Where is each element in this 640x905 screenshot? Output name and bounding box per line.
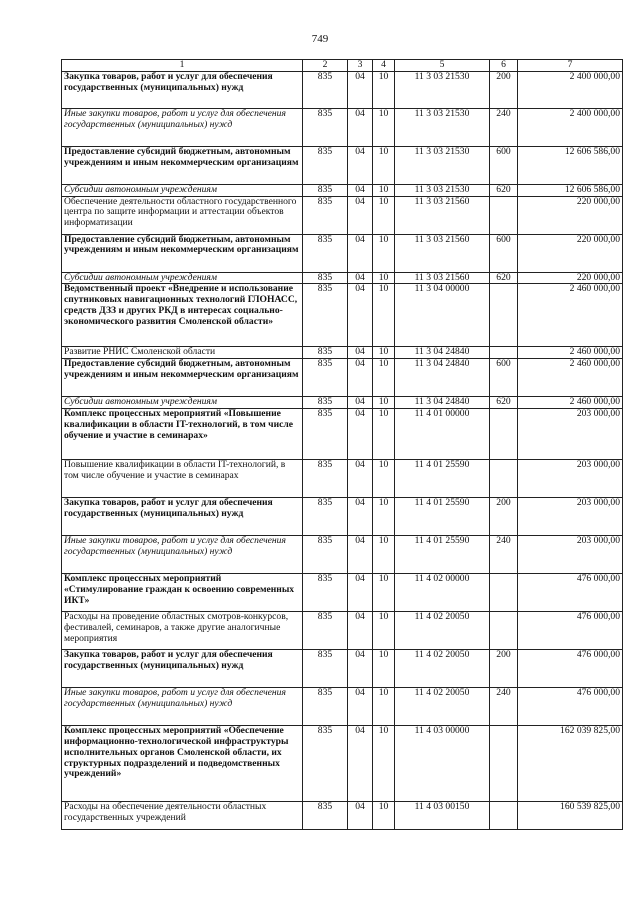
row-name-cell: Комплекс процессных мероприятий «Обеспечение информационно-технологической инфраструктуры исполнительных органов Смоленской области, их структурных подразделений и подведомственных учреждений» [62,726,303,802]
expense-type-cell [490,196,518,234]
row-name-cell: Иные закупки товаров, работ и услуг для обеспечения государственных (муниципальных) нужд [62,688,303,726]
subsection-cell: 10 [373,147,395,185]
row-name-cell: Предоставление субсидий бюджетным, автономным учреждениям и иным некоммерческим организациям [62,234,303,272]
amount-cell: 220 000,00 [518,272,623,284]
target-article-cell: 11 4 01 25590 [395,498,490,536]
column-header: 5 [395,60,490,72]
target-article-cell: 11 4 01 25590 [395,536,490,574]
section-cell: 04 [348,147,373,185]
row-name-cell: Иные закупки товаров, работ и услуг для обеспечения государственных (муниципальных) нужд [62,536,303,574]
target-article-cell: 11 4 02 20050 [395,650,490,688]
section-cell: 04 [348,802,373,830]
target-article-cell: 11 3 03 21560 [395,234,490,272]
expense-type-cell: 600 [490,359,518,397]
row-name-cell: Обеспечение деятельности областного государственного центра по защите информации и аттестации объектов информатизации [62,196,303,234]
amount-cell: 203 000,00 [518,409,623,460]
column-header: 7 [518,60,623,72]
amount-cell: 2 460 000,00 [518,359,623,397]
expense-type-cell [490,347,518,359]
section-cell: 04 [348,498,373,536]
target-article-cell: 11 3 04 24840 [395,397,490,409]
subsection-cell: 10 [373,359,395,397]
target-article-cell: 11 3 03 21560 [395,196,490,234]
target-article-cell: 11 3 03 21530 [395,185,490,197]
table-row [62,359,623,397]
subsection-cell: 10 [373,109,395,147]
column-header: 2 [303,60,348,72]
expense-type-cell [490,612,518,650]
row-name-cell: Комплекс процессных мероприятий «Повышение квалификации в области IT-технологий, в том числе обучение и участие в семинарах» [62,409,303,460]
subsection-cell: 10 [373,234,395,272]
table-row [62,234,623,272]
row-name-cell: Развитие РНИС Смоленской области [62,347,303,359]
expense-type-cell: 600 [490,147,518,185]
row-name-cell: Предоставление субсидий бюджетным, автономным учреждениям и иным некоммерческим организациям [62,147,303,185]
table-header-row [62,60,623,72]
section-cell: 04 [348,650,373,688]
subsection-cell: 10 [373,574,395,612]
expense-type-cell: 620 [490,272,518,284]
section-cell: 04 [348,109,373,147]
admin-code-cell: 835 [303,196,348,234]
expense-type-cell: 600 [490,234,518,272]
expense-type-cell [490,409,518,460]
section-cell: 04 [348,72,373,109]
amount-cell: 162 039 825,00 [518,726,623,802]
amount-cell: 220 000,00 [518,234,623,272]
admin-code-cell: 835 [303,397,348,409]
section-cell: 04 [348,688,373,726]
amount-cell: 2 400 000,00 [518,72,623,109]
subsection-cell: 10 [373,612,395,650]
target-article-cell: 11 3 03 21530 [395,109,490,147]
section-cell: 04 [348,574,373,612]
section-cell: 04 [348,359,373,397]
subsection-cell: 10 [373,196,395,234]
section-cell: 04 [348,726,373,802]
section-cell: 04 [348,196,373,234]
expense-type-cell: 620 [490,397,518,409]
target-article-cell: 11 4 01 25590 [395,460,490,498]
target-article-cell: 11 4 02 20050 [395,688,490,726]
amount-cell: 2 400 000,00 [518,109,623,147]
column-header: 6 [490,60,518,72]
admin-code-cell: 835 [303,802,348,830]
subsection-cell: 10 [373,650,395,688]
subsection-cell: 10 [373,409,395,460]
row-name-cell: Повышение квалификации в области IT-технологий, в том числе обучение и участие в семинарах [62,460,303,498]
amount-cell: 220 000,00 [518,196,623,234]
target-article-cell: 11 4 02 00000 [395,574,490,612]
amount-cell: 2 460 000,00 [518,347,623,359]
expense-type-cell: 240 [490,109,518,147]
column-header: 3 [348,60,373,72]
section-cell: 04 [348,234,373,272]
budget-table [61,59,623,830]
row-name-cell: Закупка товаров, работ и услуг для обеспечения государственных (муниципальных) нужд [62,650,303,688]
target-article-cell: 11 3 03 21560 [395,272,490,284]
row-name-cell: Расходы на обеспечение деятельности областных государственных учреждений [62,802,303,830]
table-row [62,498,623,536]
column-header: 4 [373,60,395,72]
subsection-cell: 10 [373,460,395,498]
admin-code-cell: 835 [303,650,348,688]
admin-code-cell: 835 [303,612,348,650]
amount-cell: 160 539 825,00 [518,802,623,830]
admin-code-cell: 835 [303,185,348,197]
table-row [62,185,623,197]
page-number: 749 [311,33,329,45]
subsection-cell: 10 [373,272,395,284]
expense-type-cell [490,726,518,802]
expense-type-cell: 200 [490,72,518,109]
table-row [62,688,623,726]
subsection-cell: 10 [373,397,395,409]
section-cell: 04 [348,612,373,650]
amount-cell: 476 000,00 [518,612,623,650]
subsection-cell: 10 [373,688,395,726]
admin-code-cell: 835 [303,726,348,802]
expense-type-cell [490,284,518,347]
subsection-cell: 10 [373,72,395,109]
row-name-cell: Закупка товаров, работ и услуг для обеспечения государственных (муниципальных) нужд [62,498,303,536]
section-cell: 04 [348,536,373,574]
admin-code-cell: 835 [303,147,348,185]
subsection-cell: 10 [373,536,395,574]
expense-type-cell: 240 [490,536,518,574]
target-article-cell: 11 4 02 20050 [395,612,490,650]
table-row [62,650,623,688]
amount-cell: 203 000,00 [518,460,623,498]
row-name-cell: Субсидии автономным учреждениям [62,272,303,284]
row-name-cell: Субсидии автономным учреждениям [62,185,303,197]
row-name-cell: Расходы на проведение областных смотров-конкурсов, фестивалей, семинаров, а также другие аналогичные мероприятия [62,612,303,650]
amount-cell: 203 000,00 [518,536,623,574]
section-cell: 04 [348,185,373,197]
admin-code-cell: 835 [303,460,348,498]
subsection-cell: 10 [373,802,395,830]
table-row [62,272,623,284]
table-row [62,409,623,460]
table-row [62,397,623,409]
target-article-cell: 11 3 04 00000 [395,284,490,347]
amount-cell: 476 000,00 [518,688,623,726]
expense-type-cell [490,460,518,498]
admin-code-cell: 835 [303,234,348,272]
admin-code-cell: 835 [303,284,348,347]
table-row [62,72,623,109]
table-row [62,460,623,498]
admin-code-cell: 835 [303,574,348,612]
expense-type-cell: 620 [490,185,518,197]
table-row [62,109,623,147]
section-cell: 04 [348,272,373,284]
admin-code-cell: 835 [303,272,348,284]
admin-code-cell: 835 [303,498,348,536]
admin-code-cell: 835 [303,688,348,726]
table-row [62,726,623,802]
subsection-cell: 10 [373,284,395,347]
target-article-cell: 11 4 01 00000 [395,409,490,460]
expense-type-cell: 200 [490,650,518,688]
amount-cell: 476 000,00 [518,650,623,688]
table-row [62,147,623,185]
row-name-cell: Субсидии автономным учреждениям [62,397,303,409]
section-cell: 04 [348,409,373,460]
amount-cell: 12 606 586,00 [518,185,623,197]
amount-cell: 476 000,00 [518,574,623,612]
section-cell: 04 [348,347,373,359]
row-name-cell: Закупка товаров, работ и услуг для обеспечения государственных (муниципальных) нужд [62,72,303,109]
section-cell: 04 [348,460,373,498]
subsection-cell: 10 [373,726,395,802]
amount-cell: 12 606 586,00 [518,147,623,185]
target-article-cell: 11 3 04 24840 [395,359,490,397]
target-article-cell: 11 3 03 21530 [395,147,490,185]
expense-type-cell [490,802,518,830]
row-name-cell: Ведомственный проект «Внедрение и использование спутниковых навигационных технологий ГЛОНАСС, средств ДЗЗ и других РКД в интересах социально-экономического развития Смоленской области» [62,284,303,347]
admin-code-cell: 835 [303,359,348,397]
target-article-cell: 11 4 03 00000 [395,726,490,802]
target-article-cell: 11 3 04 24840 [395,347,490,359]
amount-cell: 2 460 000,00 [518,397,623,409]
column-header: 1 [62,60,303,72]
amount-cell: 203 000,00 [518,498,623,536]
subsection-cell: 10 [373,498,395,536]
table-row [62,574,623,612]
expense-type-cell [490,574,518,612]
expense-type-cell: 200 [490,498,518,536]
row-name-cell: Комплекс процессных мероприятий «Стимулирование граждан к освоению современных ИКТ» [62,574,303,612]
target-article-cell: 11 4 03 00150 [395,802,490,830]
table-row [62,536,623,574]
subsection-cell: 10 [373,185,395,197]
target-article-cell: 11 3 03 21530 [395,72,490,109]
table-row [62,802,623,830]
table-body [62,72,623,830]
row-name-cell: Предоставление субсидий бюджетным, автономным учреждениям и иным некоммерческим организациям [62,359,303,397]
admin-code-cell: 835 [303,109,348,147]
admin-code-cell: 835 [303,72,348,109]
row-name-cell: Иные закупки товаров, работ и услуг для обеспечения государственных (муниципальных) нужд [62,109,303,147]
table-row [62,284,623,347]
section-cell: 04 [348,284,373,347]
table-row [62,612,623,650]
table-row [62,347,623,359]
admin-code-cell: 835 [303,409,348,460]
expense-type-cell: 240 [490,688,518,726]
subsection-cell: 10 [373,347,395,359]
admin-code-cell: 835 [303,536,348,574]
amount-cell: 2 460 000,00 [518,284,623,347]
section-cell: 04 [348,397,373,409]
admin-code-cell: 835 [303,347,348,359]
table-row [62,196,623,234]
